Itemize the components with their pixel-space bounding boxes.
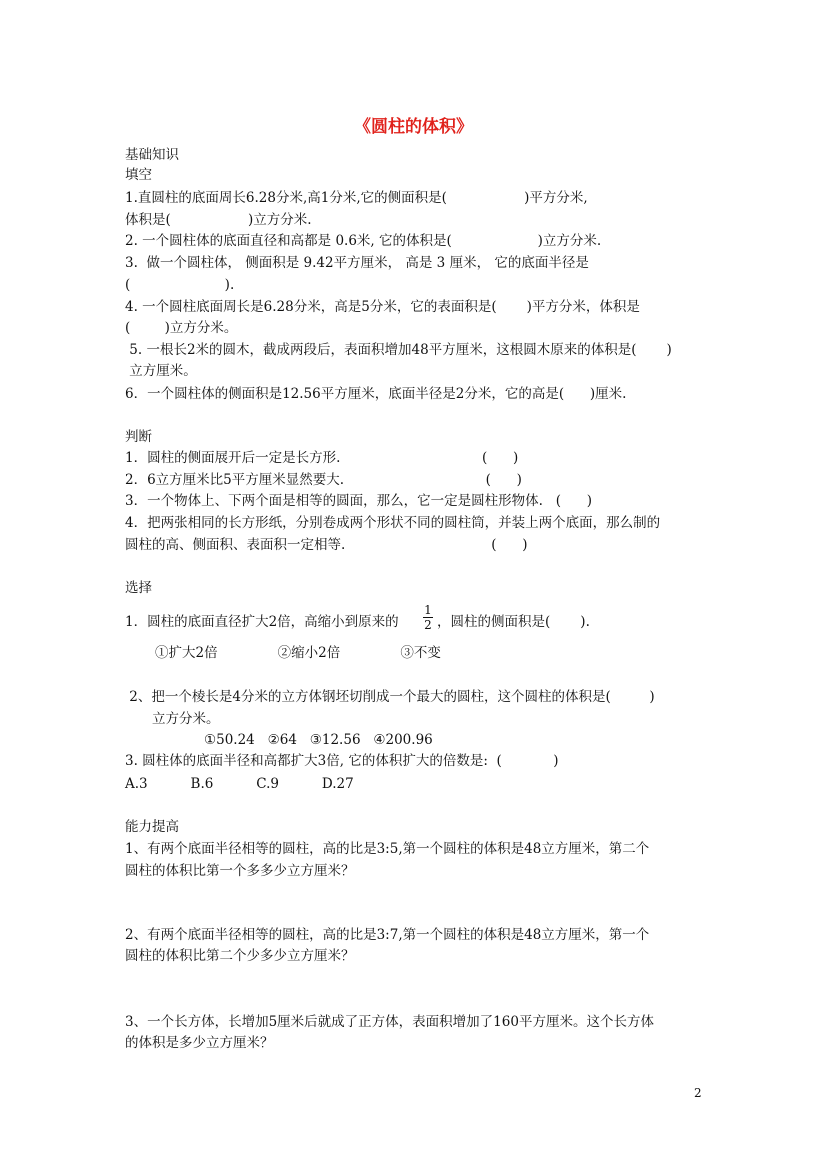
choice-question-3-options: A.3 B.6 C.9 D.27 [125, 776, 354, 792]
advanced-question-1-line-1: 1、有两个底面半径相等的圆柱，高的比是3:5,第一个圆柱的体积是48立方厘米，第二个 [125, 841, 650, 857]
choice-question-2-line-2: 立方分米。 [152, 711, 220, 727]
advanced-question-2-line-2: 圆柱的体积比第二个少多少立方厘米？ [125, 948, 355, 964]
judge-question-1: 1．圆柱的侧面展开后一定是长方形. ( ) [125, 450, 519, 466]
choice-question-1-prefix: 1．圆柱的底面直径扩大2倍，高缩小到原来的 [125, 614, 399, 630]
advanced-question-1-line-2: 圆柱的体积比第一个多多少立方厘米？ [125, 863, 355, 879]
section-heading-judge: 判断 [125, 429, 152, 445]
advanced-question-2-line-1: 2、有两个底面半径相等的圆柱，高的比是3:7,第一个圆柱的体积是48立方厘米，第一个 [125, 927, 650, 943]
advanced-question-3-line-2: 的体积是多少立方厘米？ [125, 1035, 274, 1051]
page-number: 2 [694, 1086, 702, 1100]
fill-question-4-line-1: 4. 一个圆柱底面周长是6.28分米，高是5分米，它的表面积是( )平方分米，体积是 [125, 299, 640, 315]
choice-question-1-options: ①扩大2倍 ②缩小2倍 ③不变 [155, 645, 441, 661]
fraction-denominator: 2 [424, 618, 432, 632]
fill-question-5-line-1: 5. 一根长2米的圆木，截成两段后，表面积增加48平方厘米，这根圆木原来的体积是( ) [125, 342, 672, 358]
fill-question-2: 2. 一个圆柱体的底面直径和高都是 0.6米, 它的体积是( )立方分米. [125, 233, 602, 249]
advanced-question-3-line-1: 3、一个长方体，长增加5厘米后就成了正方体，表面积增加了160平方厘米。这个长方体 [125, 1014, 654, 1030]
judge-question-3: 3．一个物体上、下两个面是相等的圆面，那么，它一定是圆柱形物体. ( ) [125, 493, 593, 509]
fraction-one-half [423, 603, 433, 632]
fill-question-3-line-2: ( ). [125, 277, 235, 293]
judge-question-4-line-1: 4．把两张相同的长方形纸，分别卷成两个形状不同的圆柱筒，并装上两个底面，那么制的 [125, 515, 661, 531]
fill-question-1-line-1: 1.直圆柱的底面周长6.28分米,高1分米,它的侧面积是( )平方分米, [125, 190, 588, 206]
judge-question-4-line-2: 圆柱的高、侧面积、表面积一定相等. ( ) [125, 537, 528, 553]
judge-question-2: 2．6立方厘米比5平方厘米显然要大. ( ) [125, 472, 522, 488]
fill-question-4-line-2: ( )立方分米。 [125, 320, 238, 336]
choice-question-1-suffix: ，圆柱的侧面积是( ). [437, 614, 590, 630]
fill-question-3-line-1: 3. 做一个圆柱体， 侧面积是 9.42平方厘米， 高是 3 厘米， 它的底面半径是 [125, 255, 589, 271]
choice-question-2-line-1: 2、把一个棱长是4分米的立方体钢坯切削成一个最大的圆柱，这个圆柱的体积是( ) [125, 689, 655, 705]
fill-question-6: 6．一个圆柱体的侧面积是12.56平方厘米，底面半径是2分米，它的高是( )厘米. [125, 386, 627, 402]
section-heading-advanced: 能力提高 [125, 819, 179, 835]
worksheet-title: 《圆柱的体积》 [354, 117, 473, 137]
section-heading-basics: 基础知识 [125, 147, 179, 163]
fraction-numerator: 1 [424, 603, 432, 617]
section-heading-choice: 选择 [125, 580, 152, 596]
subheading-fill-in: 填空 [125, 167, 152, 183]
choice-question-3: 3. 圆柱体的底面半径和高都扩大3倍, 它的体积扩大的倍数是: ( ) [125, 753, 559, 769]
choice-question-2-options: ①50.24 ②64 ③12.56 ④200.96 [204, 732, 433, 748]
fill-question-1-line-2: 体积是( )立方分米. [125, 212, 312, 228]
fill-question-5-line-2: 立方厘米。 [125, 363, 197, 379]
